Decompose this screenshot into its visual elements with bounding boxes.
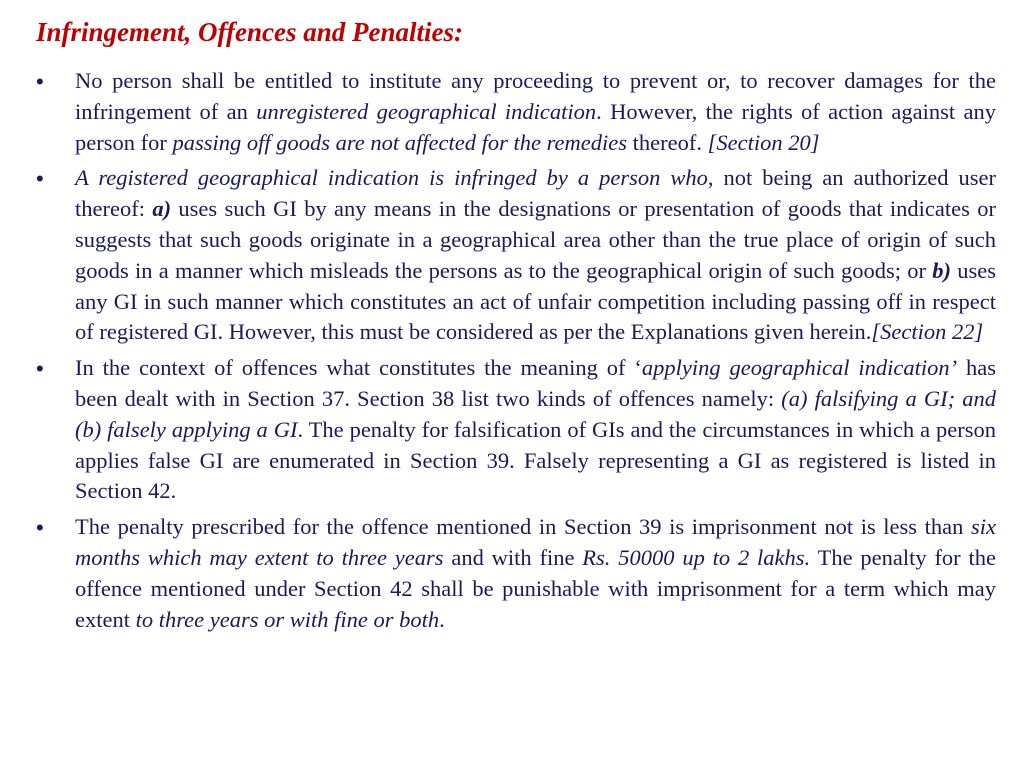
bullet-dot-icon: • [36,356,44,382]
text-segment: . [439,606,445,632]
bullet-dot-icon: • [36,515,44,541]
text-segment: Rs. 50000 up to 2 lakhs. [582,544,811,570]
bullet-item [36,353,996,507]
text-segment: uses any GI in such manner which constitutes an act of unfair competition including passing off in respect of registered GI. However, this must be considered as per the Explanations given herein. [75,257,996,345]
text-segment: No person shall be entitled to institute any proceeding to prevent or, to recover damages for the infringement of an [75,68,996,124]
bullet-list [36,66,996,640]
text-segment: six months which may extent to three years [75,514,996,570]
slide-title: Infringement, Offences and Penalties: [36,17,463,47]
text-segment: passing off goods are not affected for the remedies [172,129,628,155]
bullet-text [75,66,996,158]
text-segment: thereof. [627,129,708,155]
text-segment: (a) falsifying a GI; and (b) falsely applying a GI [75,385,996,442]
bullet-item [36,66,996,158]
text-segment: unregistered geographical indication [256,98,597,124]
bullet-text [75,512,996,635]
text-segment: A registered geographical indication is infringed by a person who [75,165,708,191]
text-segment: [Section 22] [871,319,984,345]
text-segment: The penalty for the offence mentioned under Section 42 shall be punishable with imprisonment for a term which may extent [75,544,996,632]
text-segment: . However, the rights of action against any person for [75,98,996,155]
bullet-dot-icon: • [36,69,44,94]
text-segment: has been dealt with in Section 37. Section 38 list two kinds of offences namely: [75,355,996,411]
text-segment: a) [152,196,172,222]
text-segment: [Section 20] [707,129,820,155]
text-segment: b) [932,257,951,283]
bullet-item [36,163,996,348]
text-segment: The penalty prescribed for the offence mentioned in Section 39 is imprisonment not is less than [75,514,971,540]
bullet-item [36,512,996,635]
text-segment: . The penalty for falsification of GIs and the circumstances in which a person applies false GI are enumerated in Section 39. Falsely representing a GI as registered is listed in Section 42. [75,416,997,504]
text-segment: applying geographical indication’ [641,355,958,381]
bullet-text [75,163,996,348]
text-segment: and with fine [443,544,583,570]
text-segment: In the context of offences what constitutes the meaning of ‘ [75,355,642,381]
bullet-text [75,353,996,507]
text-segment: uses such GI by any means in the designations or presentation of goods that indicates or suggests that such goods originate in a geographical area other than the true place of origin of such goods in a manner which misleads the persons as to the geographical origin of such goods; or [75,196,996,283]
text-segment: , not being an authorized user thereof: [75,165,996,222]
bullet-dot-icon: • [36,166,44,192]
text-segment: to three years or with fine or both [135,606,440,632]
